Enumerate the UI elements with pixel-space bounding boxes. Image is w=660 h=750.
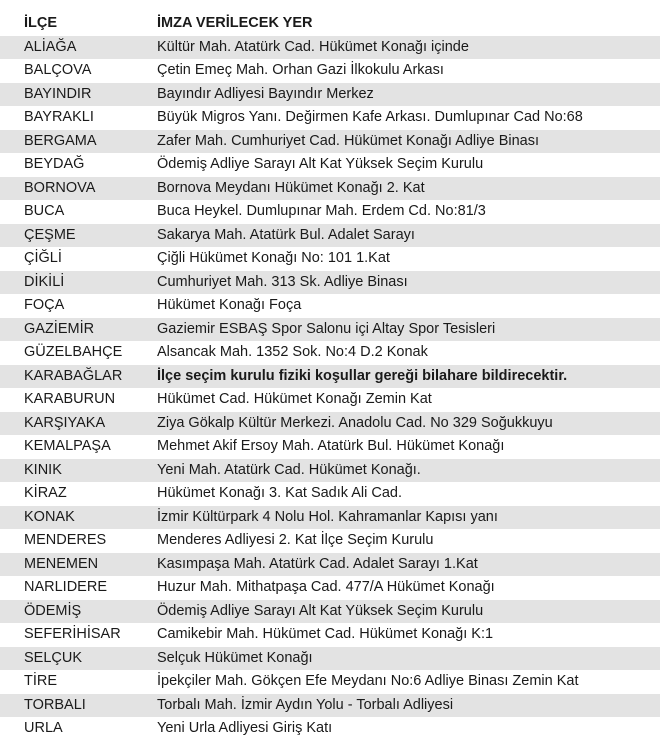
district-cell: KARABURUN: [0, 388, 155, 412]
table-row: [0, 36, 660, 60]
location-cell: Hükümet Konağı 3. Kat Sadık Ali Cad.: [155, 482, 660, 506]
location-cell: Çiğli Hükümet Konağı No: 101 1.Kat: [155, 247, 660, 271]
table-row: [0, 694, 660, 718]
district-cell: ÖDEMİŞ: [0, 600, 155, 624]
table-row: [0, 506, 660, 530]
district-cell: BUCA: [0, 200, 155, 224]
location-cell: Sakarya Mah. Atatürk Bul. Adalet Sarayı: [155, 224, 660, 248]
table-row: [0, 482, 660, 506]
table-header-row: [0, 12, 660, 36]
district-cell: ALİAĞA: [0, 36, 155, 60]
location-cell: Ödemiş Adliye Sarayı Alt Kat Yüksek Seçim Kurulu: [155, 153, 660, 177]
table-row: [0, 153, 660, 177]
table-row: [0, 670, 660, 694]
location-cell: Menderes Adliyesi 2. Kat İlçe Seçim Kurulu: [155, 529, 660, 553]
district-cell: TORBALI: [0, 694, 155, 718]
table-row: [0, 177, 660, 201]
district-cell: BAYINDIR: [0, 83, 155, 107]
location-cell: İzmir Kültürpark 4 Nolu Hol. Kahramanlar Kapısı yanı: [155, 506, 660, 530]
table-row: [0, 600, 660, 624]
district-cell: BALÇOVA: [0, 59, 155, 83]
district-cell: KARABAĞLAR: [0, 365, 155, 389]
district-cell: MENDERES: [0, 529, 155, 553]
location-cell: Torbalı Mah. İzmir Aydın Yolu - Torbalı Adliyesi: [155, 694, 660, 718]
table-row: [0, 59, 660, 83]
location-cell: Ödemiş Adliye Sarayı Alt Kat Yüksek Seçim Kurulu: [155, 600, 660, 624]
location-cell: Hükümet Cad. Hükümet Konağı Zemin Kat: [155, 388, 660, 412]
table-row: [0, 294, 660, 318]
location-cell: Gaziemir ESBAŞ Spor Salonu içi Altay Spor Tesisleri: [155, 318, 660, 342]
table-row: [0, 130, 660, 154]
table-row: [0, 529, 660, 553]
location-cell: Alsancak Mah. 1352 Sok. No:4 D.2 Konak: [155, 341, 660, 365]
table-row: [0, 388, 660, 412]
location-cell: Zafer Mah. Cumhuriyet Cad. Hükümet Konağı Adliye Binası: [155, 130, 660, 154]
table-row: [0, 412, 660, 436]
district-cell: BAYRAKLI: [0, 106, 155, 130]
location-cell: Mehmet Akif Ersoy Mah. Atatürk Bul. Hükümet Konağı: [155, 435, 660, 459]
table-row: [0, 271, 660, 295]
table-row: [0, 247, 660, 271]
location-cell: Camikebir Mah. Hükümet Cad. Hükümet Konağı K:1: [155, 623, 660, 647]
district-cell: ÇEŞME: [0, 224, 155, 248]
location-cell: Yeni Urla Adliyesi Giriş Katı: [155, 717, 660, 741]
location-cell: Çetin Emeç Mah. Orhan Gazi İlkokulu Arkası: [155, 59, 660, 83]
district-cell: TİRE: [0, 670, 155, 694]
table-row: [0, 576, 660, 600]
location-cell: Selçuk Hükümet Konağı: [155, 647, 660, 671]
district-cell: NARLIDERE: [0, 576, 155, 600]
district-cell: SELÇUK: [0, 647, 155, 671]
location-cell: Buca Heykel. Dumlupınar Mah. Erdem Cd. No:81/3: [155, 200, 660, 224]
table-row: [0, 318, 660, 342]
table-row: [0, 435, 660, 459]
district-cell: KINIK: [0, 459, 155, 483]
location-cell: İpekçiler Mah. Gökçen Efe Meydanı No:6 Adliye Binası Zemin Kat: [155, 670, 660, 694]
location-cell: İlçe seçim kurulu fiziki koşullar gereği bilahare bildirecektir.: [155, 365, 660, 389]
district-cell: BEYDAĞ: [0, 153, 155, 177]
table-row: [0, 623, 660, 647]
table-row: [0, 224, 660, 248]
district-cell: ÇİĞLİ: [0, 247, 155, 271]
location-cell: Huzur Mah. Mithatpaşa Cad. 477/A Hükümet Konağı: [155, 576, 660, 600]
district-cell: FOÇA: [0, 294, 155, 318]
signature-locations-table: [0, 12, 660, 741]
table-row: [0, 83, 660, 107]
table-row: [0, 553, 660, 577]
district-cell: URLA: [0, 717, 155, 741]
location-cell: Bornova Meydanı Hükümet Konağı 2. Kat: [155, 177, 660, 201]
district-cell: KARŞIYAKA: [0, 412, 155, 436]
table-row: [0, 717, 660, 741]
table-body: [0, 36, 660, 741]
table-row: [0, 459, 660, 483]
location-cell: Hükümet Konağı Foça: [155, 294, 660, 318]
district-cell: KEMALPAŞA: [0, 435, 155, 459]
location-cell: Ziya Gökalp Kültür Merkezi. Anadolu Cad. No 329 Soğukkuyu: [155, 412, 660, 436]
location-cell: Büyük Migros Yanı. Değirmen Kafe Arkası. Dumlupınar Cad No:68: [155, 106, 660, 130]
header-location: İMZA VERİLECEK YER: [155, 12, 660, 36]
table-row: [0, 647, 660, 671]
district-cell: BORNOVA: [0, 177, 155, 201]
district-cell: SEFERİHİSAR: [0, 623, 155, 647]
table-row: [0, 365, 660, 389]
district-cell: MENEMEN: [0, 553, 155, 577]
district-cell: GAZİEMİR: [0, 318, 155, 342]
location-cell: Kasımpaşa Mah. Atatürk Cad. Adalet Sarayı 1.Kat: [155, 553, 660, 577]
header-district: İLÇE: [0, 12, 155, 36]
district-cell: KİRAZ: [0, 482, 155, 506]
district-cell: DİKİLİ: [0, 271, 155, 295]
location-cell: Yeni Mah. Atatürk Cad. Hükümet Konağı.: [155, 459, 660, 483]
table-row: [0, 200, 660, 224]
district-cell: KONAK: [0, 506, 155, 530]
table-row: [0, 341, 660, 365]
location-cell: Kültür Mah. Atatürk Cad. Hükümet Konağı içinde: [155, 36, 660, 60]
district-cell: BERGAMA: [0, 130, 155, 154]
district-cell: GÜZELBAHÇE: [0, 341, 155, 365]
location-cell: Bayındır Adliyesi Bayındır Merkez: [155, 83, 660, 107]
location-cell: Cumhuriyet Mah. 313 Sk. Adliye Binası: [155, 271, 660, 295]
table-row: [0, 106, 660, 130]
